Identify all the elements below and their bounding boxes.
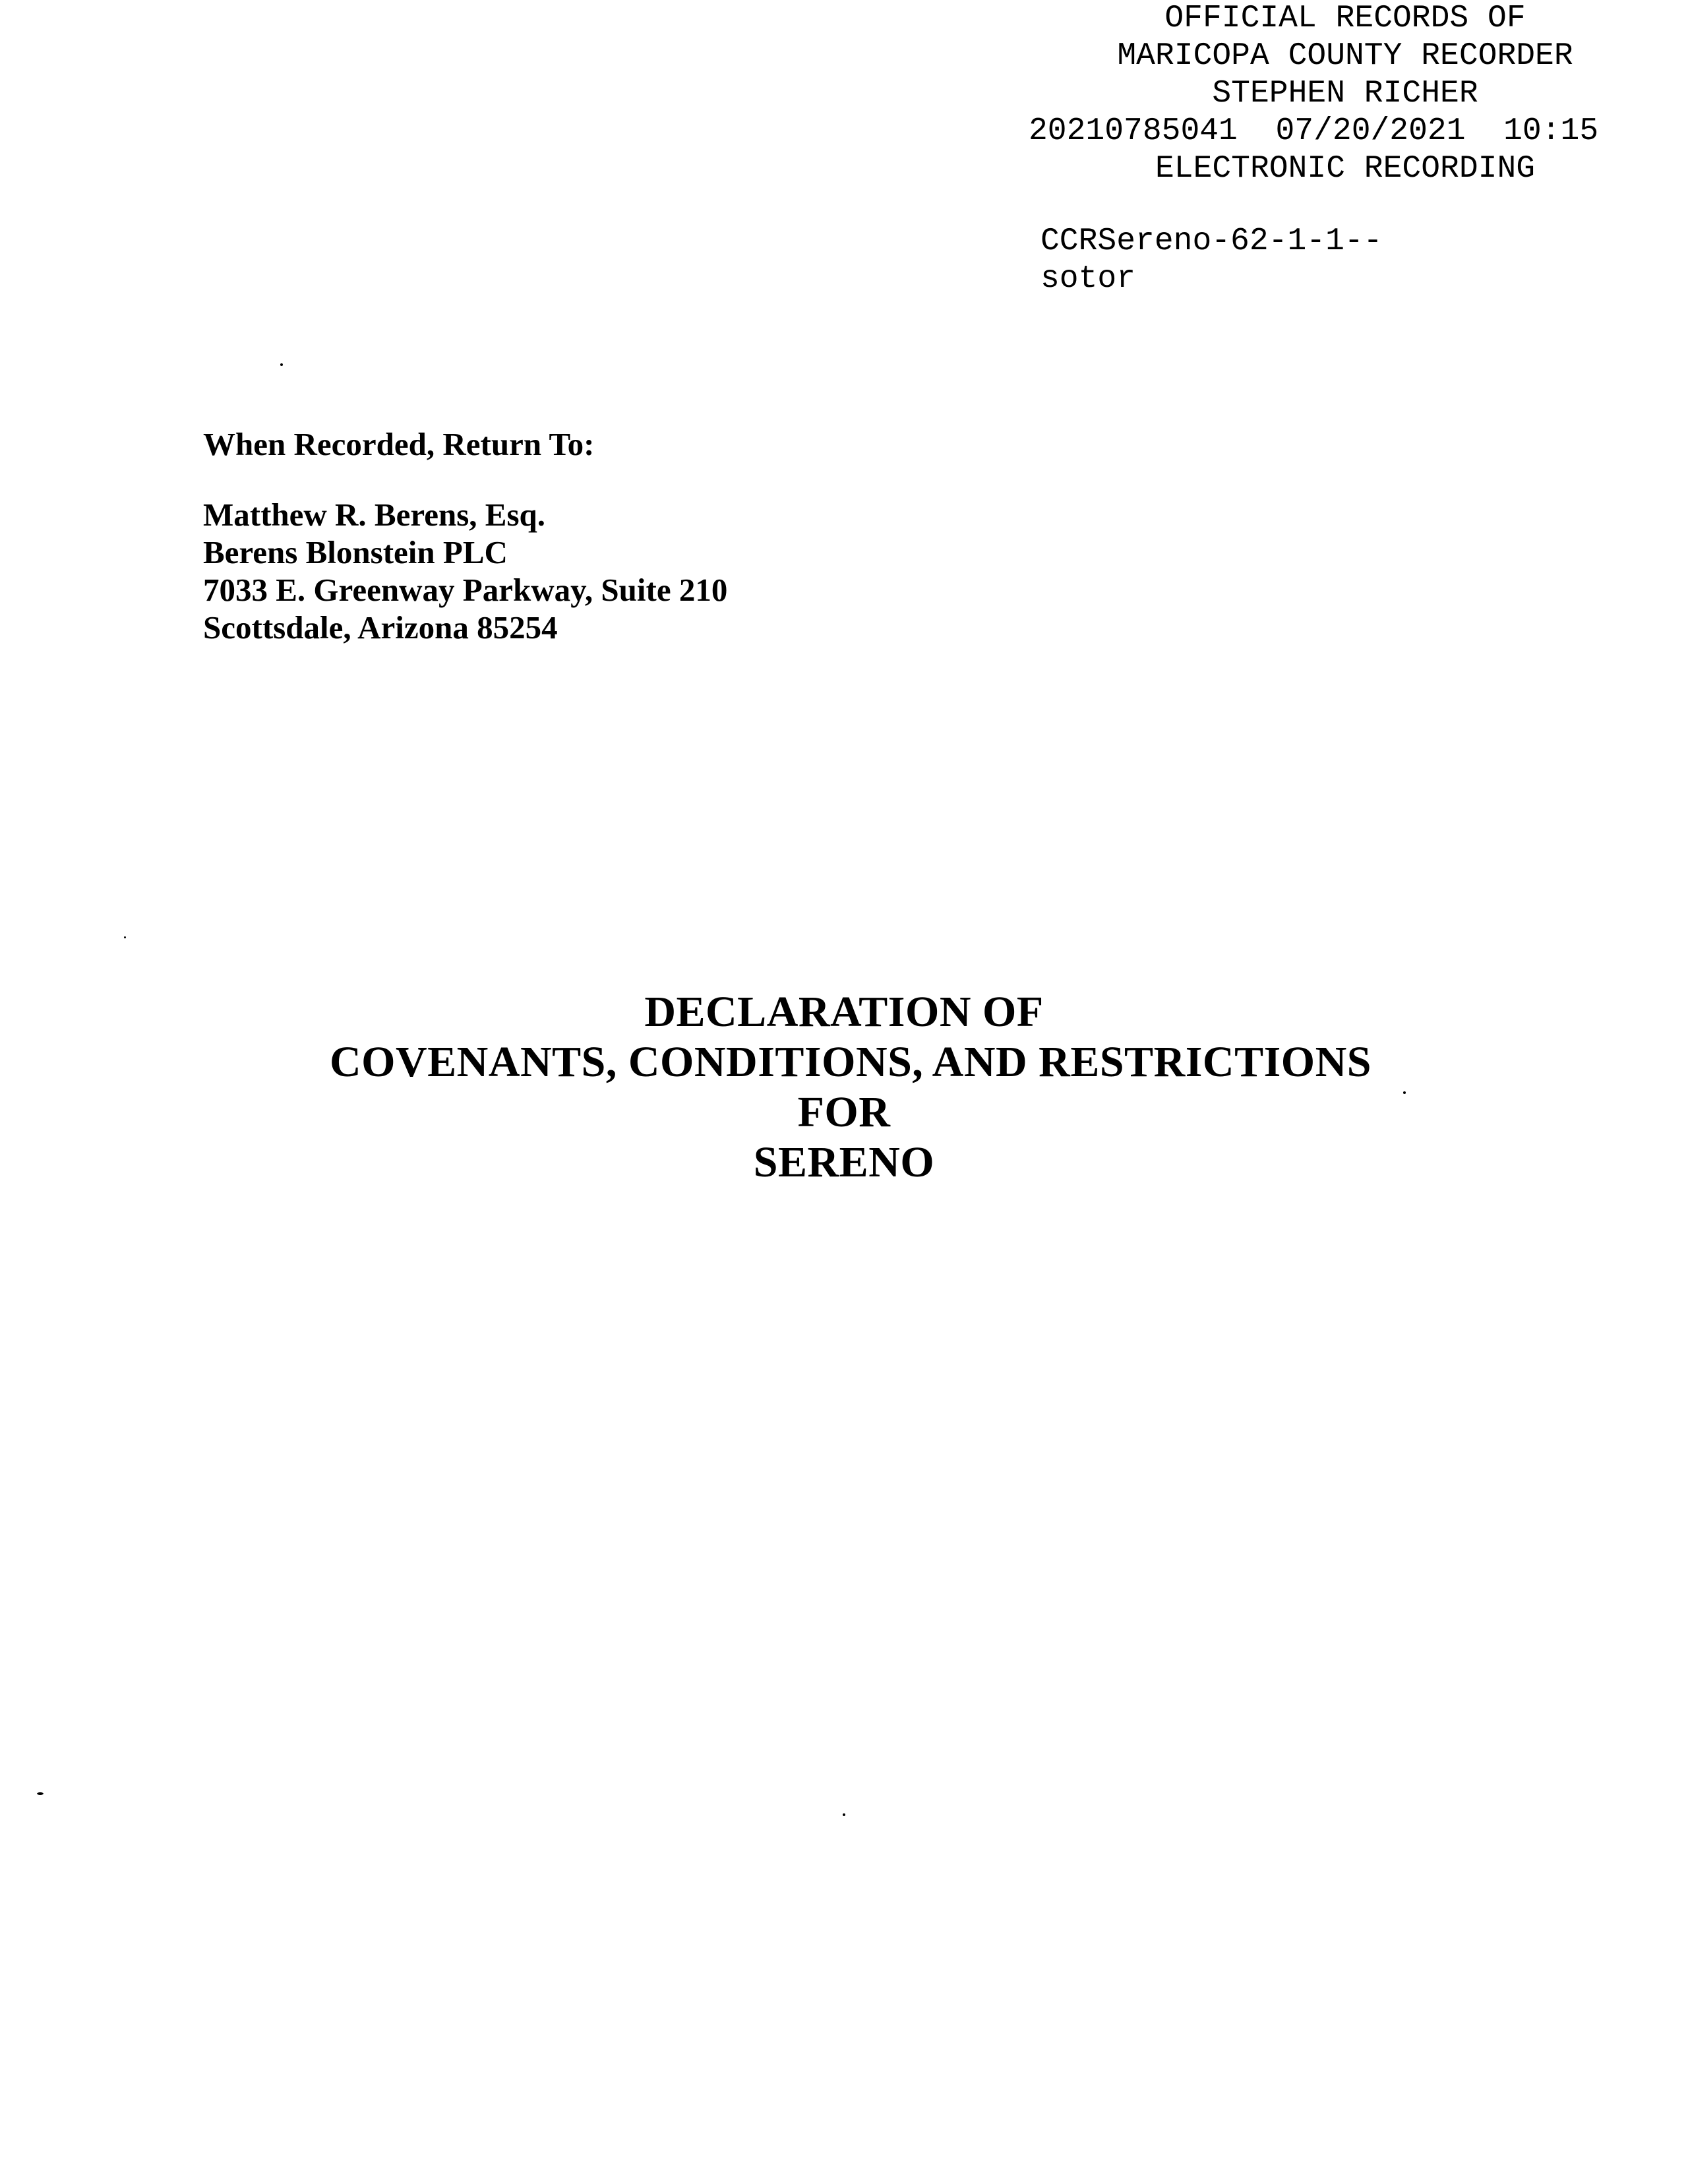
title-line-3: FOR [797, 1088, 891, 1136]
return-to-street: 7033 E. Greenway Parkway, Suite 210 [203, 572, 728, 608]
scan-speck [843, 1813, 845, 1816]
title-line-2: COVENANTS, CONDITIONS, AND RESTRICTIONS [329, 1038, 1372, 1086]
scan-speck [124, 936, 126, 938]
scan-speck [37, 1792, 44, 1795]
stamp-recorder-name: STEPHEN RICHER [1212, 76, 1478, 111]
title-line-1: DECLARATION OF [644, 988, 1044, 1036]
title-line-4: SERENO [753, 1138, 935, 1186]
return-to-firm: Berens Blonstein PLC [203, 534, 508, 570]
stamp-official-records: OFFICIAL RECORDS OF [1164, 1, 1526, 36]
record-number: 20210785041 [1029, 113, 1238, 149]
stamp-record-row [1029, 113, 1662, 150]
record-time: 10:15 [1503, 113, 1599, 149]
recorder-stamp [1029, 0, 1662, 188]
record-date: 07/20/2021 [1275, 113, 1466, 149]
return-to-heading: When Recorded, Return To: [203, 426, 595, 462]
stamp-county-recorder: MARICOPA COUNTY RECORDER [1117, 38, 1573, 74]
return-to-city: Scottsdale, Arizona 85254 [203, 609, 558, 646]
return-to-block [203, 425, 727, 646]
document-code-line-2: sotor [1040, 261, 1136, 297]
document-title [0, 987, 1688, 1188]
stamp-electronic-recording: ELECTRONIC RECORDING [1155, 151, 1536, 187]
scan-speck [280, 363, 283, 366]
scan-speck [1403, 1091, 1406, 1094]
document-code-line-1: CCRSereno-62-1-1-- [1040, 224, 1383, 259]
return-to-name: Matthew R. Berens, Esq. [203, 497, 546, 533]
document-code [1040, 223, 1382, 298]
